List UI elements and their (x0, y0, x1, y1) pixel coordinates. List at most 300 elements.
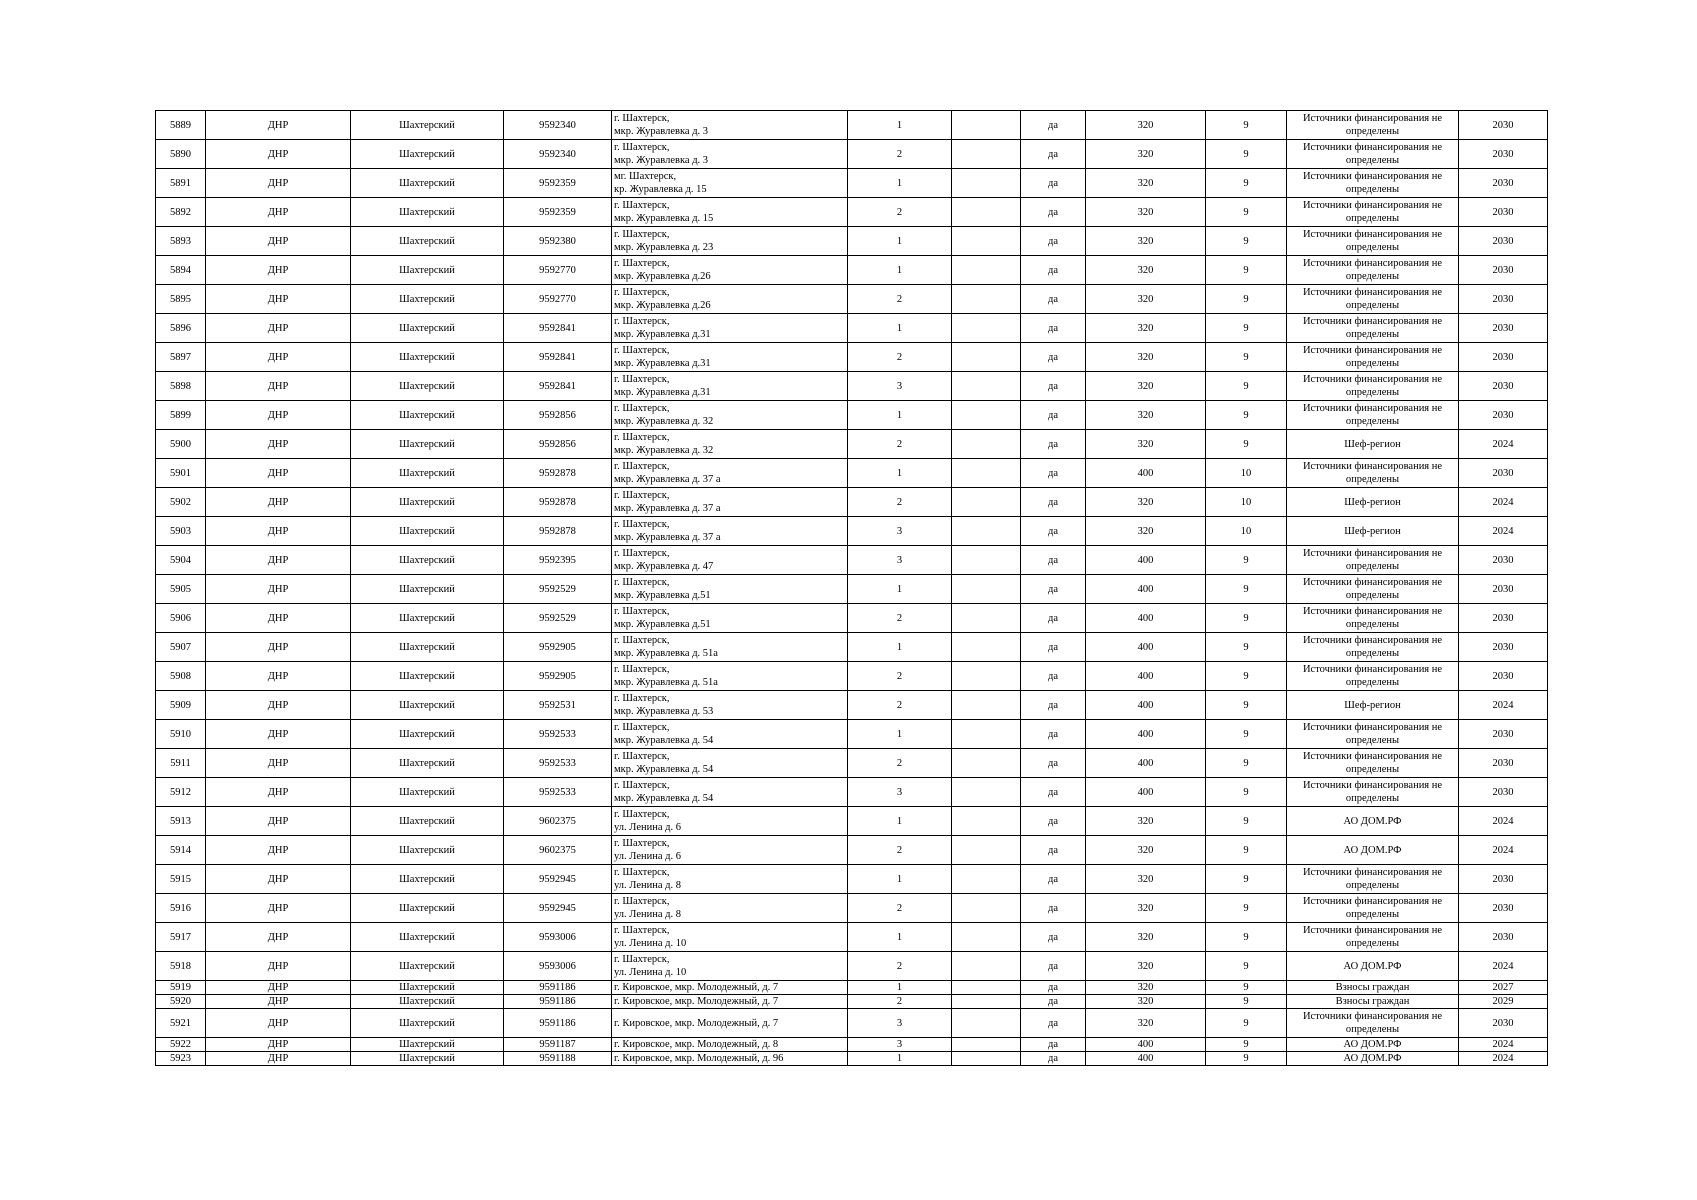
cell-entrance: 1 (848, 227, 952, 256)
cell-funding-source: Источники финансирования не определены (1287, 662, 1459, 691)
cell-entrance: 3 (848, 372, 952, 401)
cell-address (612, 981, 848, 995)
cell-region: ДНР (206, 807, 351, 836)
cell-region: ДНР (206, 778, 351, 807)
cell-funding-source: Источники финансирования не определены (1287, 140, 1459, 169)
cell-funding-source: Источники финансирования не определены (1287, 720, 1459, 749)
table-row (156, 894, 1548, 923)
cell-address (612, 111, 848, 140)
cell-address (612, 546, 848, 575)
cell-flag: да (1021, 836, 1086, 865)
cell-entrance: 2 (848, 488, 952, 517)
cell-district: Шахтерский (351, 546, 504, 575)
cell-entrance: 1 (848, 111, 952, 140)
cell-address (612, 198, 848, 227)
cell-address (612, 807, 848, 836)
cell-code: 9602375 (504, 836, 612, 865)
table-row (156, 517, 1548, 546)
table-row (156, 546, 1548, 575)
cell-value-1: 320 (1086, 169, 1206, 198)
cell-region: ДНР (206, 575, 351, 604)
address-line-1: г. Шахтерск, (614, 838, 670, 849)
cell-empty (952, 256, 1021, 285)
cell-district: Шахтерский (351, 372, 504, 401)
cell-entrance: 2 (848, 995, 952, 1009)
cell-empty (952, 488, 1021, 517)
cell-address (612, 923, 848, 952)
cell-funding-source: Источники финансирования не определены (1287, 111, 1459, 140)
cell-region: ДНР (206, 604, 351, 633)
cell-empty (952, 111, 1021, 140)
cell-region: ДНР (206, 662, 351, 691)
cell-number: 5920 (156, 995, 206, 1009)
cell-entrance: 1 (848, 169, 952, 198)
cell-funding-source: Источники финансирования не определены (1287, 256, 1459, 285)
cell-value-2: 9 (1206, 140, 1287, 169)
cell-number: 5894 (156, 256, 206, 285)
cell-region: ДНР (206, 401, 351, 430)
cell-flag: да (1021, 575, 1086, 604)
cell-district: Шахтерский (351, 517, 504, 546)
cell-entrance: 1 (848, 314, 952, 343)
table-row (156, 691, 1548, 720)
cell-address (612, 459, 848, 488)
cell-flag: да (1021, 488, 1086, 517)
cell-year: 2024 (1459, 952, 1548, 981)
cell-value-2: 9 (1206, 314, 1287, 343)
table-row (156, 749, 1548, 778)
cell-number: 5897 (156, 343, 206, 372)
address-line-1: г. Шахтерск, (614, 635, 670, 646)
address-line-1: г. Шахтерск, (614, 229, 670, 240)
cell-region: ДНР (206, 923, 351, 952)
cell-funding-source: Источники финансирования не определены (1287, 343, 1459, 372)
cell-region: ДНР (206, 343, 351, 372)
cell-value-1: 320 (1086, 430, 1206, 459)
address-line-2: мкр. Журавлевка д. 3 (614, 126, 709, 137)
cell-region: ДНР (206, 995, 351, 1009)
cell-region: ДНР (206, 691, 351, 720)
cell-value-1: 320 (1086, 285, 1206, 314)
cell-region: ДНР (206, 952, 351, 981)
cell-number: 5911 (156, 749, 206, 778)
cell-code: 9592340 (504, 140, 612, 169)
address-line-2: мкр. Журавлевка д.26 (614, 271, 711, 282)
cell-funding-source: Источники финансирования не определены (1287, 314, 1459, 343)
cell-entrance: 3 (848, 517, 952, 546)
address-line-2: мкр. Журавлевка д. 37 а (614, 503, 721, 514)
cell-funding-source: Источники финансирования не определены (1287, 778, 1459, 807)
cell-value-2: 9 (1206, 720, 1287, 749)
cell-region: ДНР (206, 894, 351, 923)
table-row (156, 778, 1548, 807)
cell-year: 2030 (1459, 604, 1548, 633)
cell-flag: да (1021, 1038, 1086, 1052)
cell-flag: да (1021, 314, 1086, 343)
address-line-1: г. Шахтерск, (614, 606, 670, 617)
cell-value-2: 9 (1206, 836, 1287, 865)
cell-entrance: 1 (848, 865, 952, 894)
cell-address (612, 517, 848, 546)
cell-empty (952, 285, 1021, 314)
cell-entrance: 1 (848, 256, 952, 285)
cell-value-2: 10 (1206, 517, 1287, 546)
cell-value-2: 9 (1206, 691, 1287, 720)
address-line-2: мкр. Журавлевка д. 54 (614, 793, 714, 804)
cell-flag: да (1021, 343, 1086, 372)
cell-flag: да (1021, 691, 1086, 720)
cell-district: Шахтерский (351, 459, 504, 488)
address-line-1: г. Кировское, мкр. Молодежный, д. 96 (614, 1052, 784, 1064)
cell-year: 2024 (1459, 1052, 1548, 1066)
cell-value-2: 9 (1206, 995, 1287, 1009)
cell-address (612, 778, 848, 807)
address-line-1: г. Шахтерск, (614, 809, 670, 820)
cell-year: 2030 (1459, 720, 1548, 749)
table-row (156, 633, 1548, 662)
table-row (156, 865, 1548, 894)
address-line-2: мкр. Журавлевка д.31 (614, 358, 711, 369)
cell-funding-source: Источники финансирования не определены (1287, 372, 1459, 401)
cell-funding-source: АО ДОМ.РФ (1287, 807, 1459, 836)
cell-entrance: 1 (848, 575, 952, 604)
cell-empty (952, 807, 1021, 836)
cell-value-2: 9 (1206, 865, 1287, 894)
cell-funding-source: Источники финансирования не определены (1287, 575, 1459, 604)
address-line-1: г. Кировское, мкр. Молодежный, д. 8 (614, 1038, 779, 1050)
cell-flag: да (1021, 633, 1086, 662)
cell-code: 9592359 (504, 198, 612, 227)
cell-value-2: 9 (1206, 575, 1287, 604)
cell-district: Шахтерский (351, 778, 504, 807)
cell-code: 9592359 (504, 169, 612, 198)
cell-address (612, 401, 848, 430)
table-row (156, 575, 1548, 604)
address-line-1: г. Шахтерск, (614, 751, 670, 762)
cell-number: 5906 (156, 604, 206, 633)
cell-empty (952, 517, 1021, 546)
table-row (156, 198, 1548, 227)
cell-code: 9592841 (504, 372, 612, 401)
cell-empty (952, 314, 1021, 343)
cell-district: Шахтерский (351, 430, 504, 459)
cell-year: 2030 (1459, 923, 1548, 952)
cell-funding-source: Источники финансирования не определены (1287, 604, 1459, 633)
address-line-1: мг. Шахтерск, (614, 171, 677, 182)
cell-district: Шахтерский (351, 952, 504, 981)
cell-address (612, 343, 848, 372)
cell-code: 9593006 (504, 952, 612, 981)
cell-region: ДНР (206, 256, 351, 285)
cell-empty (952, 691, 1021, 720)
table-row (156, 372, 1548, 401)
table-row (156, 923, 1548, 952)
cell-district: Шахтерский (351, 1009, 504, 1038)
cell-year: 2030 (1459, 546, 1548, 575)
address-line-1: г. Шахтерск, (614, 896, 670, 907)
cell-number: 5909 (156, 691, 206, 720)
cell-code: 9592395 (504, 546, 612, 575)
cell-region: ДНР (206, 633, 351, 662)
table-row (156, 662, 1548, 691)
cell-value-1: 320 (1086, 488, 1206, 517)
cell-empty (952, 749, 1021, 778)
cell-year: 2030 (1459, 256, 1548, 285)
cell-region: ДНР (206, 720, 351, 749)
cell-number: 5919 (156, 981, 206, 995)
cell-funding-source: Источники финансирования не определены (1287, 865, 1459, 894)
cell-empty (952, 1038, 1021, 1052)
table-row (156, 430, 1548, 459)
cell-empty (952, 140, 1021, 169)
cell-value-1: 320 (1086, 894, 1206, 923)
cell-value-1: 320 (1086, 981, 1206, 995)
cell-value-1: 320 (1086, 865, 1206, 894)
cell-address (612, 952, 848, 981)
cell-flag: да (1021, 169, 1086, 198)
cell-value-2: 9 (1206, 546, 1287, 575)
cell-funding-source: Источники финансирования не определены (1287, 923, 1459, 952)
cell-flag: да (1021, 778, 1086, 807)
cell-code: 9592878 (504, 488, 612, 517)
cell-code: 9591188 (504, 1052, 612, 1066)
cell-district: Шахтерский (351, 256, 504, 285)
cell-entrance: 1 (848, 401, 952, 430)
cell-empty (952, 1052, 1021, 1066)
cell-address (612, 430, 848, 459)
cell-year: 2030 (1459, 198, 1548, 227)
cell-address (612, 1052, 848, 1066)
address-line-1: г. Шахтерск, (614, 461, 670, 472)
cell-code: 9592533 (504, 749, 612, 778)
cell-number: 5914 (156, 836, 206, 865)
cell-value-2: 9 (1206, 227, 1287, 256)
cell-entrance: 1 (848, 720, 952, 749)
cell-year: 2030 (1459, 285, 1548, 314)
cell-region: ДНР (206, 169, 351, 198)
cell-value-1: 320 (1086, 836, 1206, 865)
cell-flag: да (1021, 517, 1086, 546)
address-line-2: ул. Ленина д. 6 (614, 851, 681, 862)
cell-value-2: 9 (1206, 256, 1287, 285)
cell-number: 5890 (156, 140, 206, 169)
cell-value-1: 400 (1086, 1052, 1206, 1066)
address-line-2: кр. Журавлевка д. 15 (614, 184, 707, 195)
cell-address (612, 372, 848, 401)
cell-code: 9592841 (504, 343, 612, 372)
cell-region: ДНР (206, 430, 351, 459)
cell-district: Шахтерский (351, 923, 504, 952)
cell-year: 2024 (1459, 836, 1548, 865)
cell-value-2: 9 (1206, 604, 1287, 633)
cell-number: 5900 (156, 430, 206, 459)
cell-value-2: 9 (1206, 111, 1287, 140)
cell-empty (952, 343, 1021, 372)
cell-district: Шахтерский (351, 169, 504, 198)
cell-entrance: 2 (848, 604, 952, 633)
cell-code: 9592856 (504, 401, 612, 430)
cell-year: 2030 (1459, 343, 1548, 372)
cell-funding-source: Источники финансирования не определены (1287, 749, 1459, 778)
address-line-2: мкр. Журавлевка д. 3 (614, 155, 709, 166)
cell-value-1: 400 (1086, 459, 1206, 488)
cell-district: Шахтерский (351, 662, 504, 691)
cell-address (612, 604, 848, 633)
cell-district: Шахтерский (351, 865, 504, 894)
address-line-1: г. Шахтерск, (614, 519, 670, 530)
cell-number: 5918 (156, 952, 206, 981)
cell-code: 9592531 (504, 691, 612, 720)
cell-entrance: 2 (848, 691, 952, 720)
cell-value-1: 400 (1086, 662, 1206, 691)
cell-empty (952, 575, 1021, 604)
cell-district: Шахтерский (351, 720, 504, 749)
cell-value-2: 9 (1206, 1038, 1287, 1052)
address-line-1: г. Шахтерск, (614, 867, 670, 878)
cell-number: 5907 (156, 633, 206, 662)
cell-district: Шахтерский (351, 198, 504, 227)
table-row (156, 459, 1548, 488)
cell-funding-source: Источники финансирования не определены (1287, 198, 1459, 227)
cell-value-1: 320 (1086, 401, 1206, 430)
cell-district: Шахтерский (351, 140, 504, 169)
address-line-2: мкр. Журавлевка д.26 (614, 300, 711, 311)
cell-value-1: 400 (1086, 778, 1206, 807)
cell-year: 2027 (1459, 981, 1548, 995)
cell-funding-source: Источники финансирования не определены (1287, 401, 1459, 430)
cell-district: Шахтерский (351, 488, 504, 517)
address-line-2: мкр. Журавлевка д. 54 (614, 735, 714, 746)
cell-address (612, 1038, 848, 1052)
cell-value-2: 9 (1206, 372, 1287, 401)
cell-value-1: 320 (1086, 952, 1206, 981)
cell-value-1: 320 (1086, 995, 1206, 1009)
cell-flag: да (1021, 285, 1086, 314)
cell-value-1: 400 (1086, 749, 1206, 778)
cell-address (612, 720, 848, 749)
cell-region: ДНР (206, 1038, 351, 1052)
table-row (156, 981, 1548, 995)
cell-entrance: 2 (848, 836, 952, 865)
address-line-2: ул. Ленина д. 6 (614, 822, 681, 833)
cell-address (612, 662, 848, 691)
cell-funding-source: Источники финансирования не определены (1287, 1009, 1459, 1038)
cell-flag: да (1021, 140, 1086, 169)
table-row (156, 227, 1548, 256)
cell-number: 5921 (156, 1009, 206, 1038)
cell-code: 9591186 (504, 981, 612, 995)
cell-number: 5902 (156, 488, 206, 517)
cell-entrance: 3 (848, 1009, 952, 1038)
cell-funding-source: АО ДОМ.РФ (1287, 836, 1459, 865)
cell-empty (952, 952, 1021, 981)
cell-empty (952, 662, 1021, 691)
cell-value-2: 9 (1206, 633, 1287, 662)
cell-flag: да (1021, 995, 1086, 1009)
cell-district: Шахтерский (351, 401, 504, 430)
address-line-2: мкр. Журавлевка д. 54 (614, 764, 714, 775)
cell-entrance: 1 (848, 1052, 952, 1066)
cell-entrance: 2 (848, 430, 952, 459)
cell-number: 5923 (156, 1052, 206, 1066)
cell-code: 9591186 (504, 995, 612, 1009)
cell-address (612, 836, 848, 865)
cell-empty (952, 894, 1021, 923)
cell-value-1: 400 (1086, 546, 1206, 575)
cell-flag: да (1021, 401, 1086, 430)
cell-number: 5895 (156, 285, 206, 314)
cell-code: 9592945 (504, 894, 612, 923)
cell-funding-source: Шеф-регион (1287, 691, 1459, 720)
address-line-1: г. Шахтерск, (614, 374, 670, 385)
cell-funding-source: Источники финансирования не определены (1287, 546, 1459, 575)
cell-year: 2030 (1459, 372, 1548, 401)
cell-region: ДНР (206, 140, 351, 169)
cell-number: 5893 (156, 227, 206, 256)
cell-funding-source: Источники финансирования не определены (1287, 633, 1459, 662)
cell-number: 5910 (156, 720, 206, 749)
cell-district: Шахтерский (351, 575, 504, 604)
address-line-2: мкр. Журавлевка д. 32 (614, 445, 714, 456)
cell-district: Шахтерский (351, 285, 504, 314)
cell-flag: да (1021, 459, 1086, 488)
cell-address (612, 749, 848, 778)
cell-value-1: 400 (1086, 1038, 1206, 1052)
cell-flag: да (1021, 1052, 1086, 1066)
cell-code: 9592533 (504, 720, 612, 749)
cell-address (612, 256, 848, 285)
address-line-1: г. Шахтерск, (614, 345, 670, 356)
cell-entrance: 1 (848, 923, 952, 952)
cell-funding-source: Источники финансирования не определены (1287, 894, 1459, 923)
cell-code: 9592878 (504, 459, 612, 488)
cell-value-2: 9 (1206, 430, 1287, 459)
cell-region: ДНР (206, 227, 351, 256)
cell-value-1: 320 (1086, 372, 1206, 401)
cell-address (612, 169, 848, 198)
cell-flag: да (1021, 923, 1086, 952)
address-line-2: ул. Ленина д. 8 (614, 880, 681, 891)
cell-flag: да (1021, 749, 1086, 778)
cell-code: 9602375 (504, 807, 612, 836)
cell-value-2: 9 (1206, 169, 1287, 198)
cell-region: ДНР (206, 314, 351, 343)
cell-value-2: 9 (1206, 198, 1287, 227)
cell-code: 9592856 (504, 430, 612, 459)
cell-flag: да (1021, 981, 1086, 995)
address-line-1: г. Шахтерск, (614, 490, 670, 501)
cell-value-2: 9 (1206, 749, 1287, 778)
cell-district: Шахтерский (351, 227, 504, 256)
cell-year: 2030 (1459, 778, 1548, 807)
address-line-2: мкр. Журавлевка д. 23 (614, 242, 714, 253)
cell-district: Шахтерский (351, 995, 504, 1009)
cell-code: 9593006 (504, 923, 612, 952)
address-line-2: мкр. Журавлевка д. 47 (614, 561, 714, 572)
address-line-2: ул. Ленина д. 8 (614, 909, 681, 920)
cell-flag: да (1021, 256, 1086, 285)
cell-region: ДНР (206, 285, 351, 314)
cell-district: Шахтерский (351, 1038, 504, 1052)
cell-address (612, 575, 848, 604)
cell-empty (952, 372, 1021, 401)
cell-address (612, 995, 848, 1009)
address-line-1: г. Шахтерск, (614, 287, 670, 298)
cell-number: 5889 (156, 111, 206, 140)
cell-district: Шахтерский (351, 894, 504, 923)
cell-address (612, 691, 848, 720)
cell-code: 9592529 (504, 575, 612, 604)
